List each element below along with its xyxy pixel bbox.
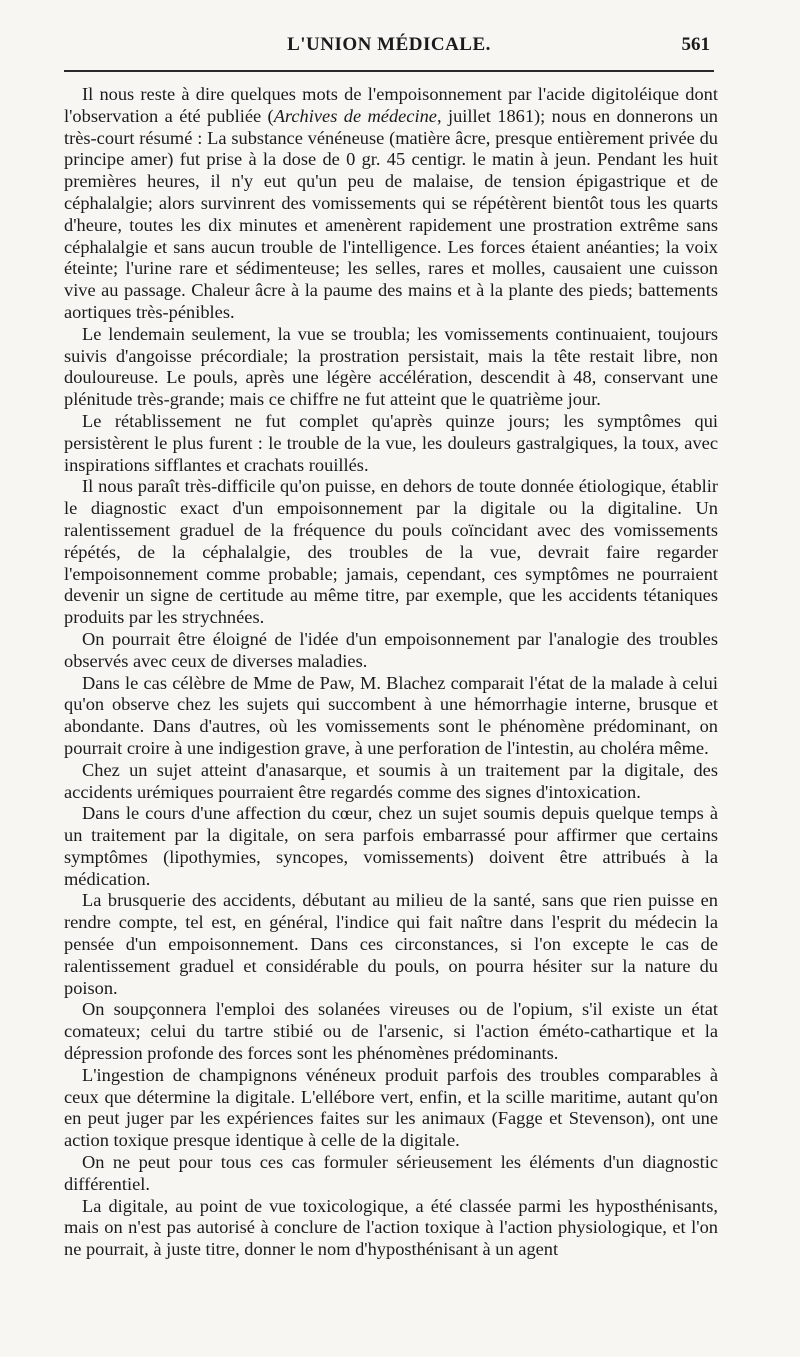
paragraph: On pourrait être éloigné de l'idée d'un empoisonnement par l'analogie des troubles observés avec ceux de diverses maladies. [64,628,718,671]
paragraph: La brusquerie des accidents, débutant au milieu de la santé, sans que rien puisse en rendre compte, tel est, en général, l'indice qui fait naître dans l'esprit du médecin la pensée d'un empoisonnement. Dans ces circonstances, si l'on excepte le cas de ralentissement graduel et considérable du pouls, on pourra hésiter sur la nature du poison. [64,890,718,998]
journal-title: Archives de médecine [273,105,437,126]
paragraph: Le rétablissement ne fut complet qu'après quinze jours; les symptômes qui persistèrent le plus furent : le trouble de la vue, les douleurs gastralgiques, la toux, avec inspirations sifflantes et crachats rouillés. [64,410,718,475]
paragraph: Dans le cas célèbre de Mme de Paw, M. Blachez comparait l'état de la malade à celui qu'on observe chez les sujets qui succombent à une hémorrhagie interne, brusque et abondante. Dans d'autres, où les vomissements sont le phénomène prédominant, on pourrait croire à une indigestion grave, à une perforation de l'intestin, au choléra même. [64,672,718,758]
header-rule [64,70,714,72]
paragraph: Chez un sujet atteint d'anasarque, et soumis à un traitement par la digitale, des accidents urémiques pourraient être regardés comme des signes d'intoxication. [64,759,718,802]
body-text [64,84,718,1261]
paragraph: On soupçonnera l'emploi des solanées vireuses ou de l'opium, s'il existe un état comateux; celui du tartre stibié ou de l'arsenic, si l'action éméto-cathartique et la dépression profonde des forces sont les phénomènes prédominants. [64,999,718,1064]
paragraph: Le lendemain seulement, la vue se troubla; les vomissements continuaient, toujours suivis d'angoisse précordiale; la prostration persistait, mais la tête restait libre, non douloureuse. Le pouls, après une légère accélération, descendit à 48, conservant une plénitude très-grande; mais ce chiffre ne fut atteint que le quatrième jour. [64,323,718,410]
paragraph: On ne peut pour tous ces cas formuler sérieusement les éléments d'un diagnostic différentiel. [64,1152,718,1194]
running-title: L'UNION MÉDICALE. [287,34,491,55]
paragraph [64,84,718,324]
paragraph-text: Il nous reste à dire quelques mots de l'empoisonnement par l'acide digitoléique dont l'observation a été publiée ( [64,84,718,126]
paragraph-text: , juillet 1861); nous en donnerons un très-court résumé : La substance vénéneuse (matière âcre, presque entièrement privée du principe amer) fut prise à la dose de 0 gr. 45 centigr. le matin à jeun. Pendant les huit premières heures, il n'y eut qu'un peu de malaise, de tension épigastrique et de céphalalgie; alors survinrent des vomissements qui se répétèrent bientôt tous les quarts d'heure, toutes les dix minutes et amenèrent rapidement une prostration extrême sans céphalalgie et sans aucun trouble de l'intelligence. Les forces étaient anéanties; la voix éteinte; l'urine rare et sédimenteuse; les selles, rares et molles, causaient une cuisson vive au passage. Chaleur âcre à la paume des mains et à la plante des pieds; battements aortiques très-pénibles. [64,105,718,322]
paragraph: Il nous paraît très-difficile qu'on puisse, en dehors de toute donnée étiologique, établir le diagnostic exact d'un empoisonnement par la digitale ou la digitaline. Un ralentissement graduel de la fréquence du pouls coïncidant avec des vomissements répétés, de la céphalalgie, des troubles de la vue, devrait faire regarder l'empoisonnement comme probable; jamais, cependant, ces symptômes ne pourraient devenir un signe de certitude au même titre, par exemple, que les accidents tétaniques produits par les strychnées. [64,476,718,628]
paragraph: L'ingestion de champignons vénéneux produit parfois des troubles comparables à ceux que détermine la digitale. L'ellébore vert, enfin, et la scille maritime, autant qu'on en peut juger par les expériences faites sur les animaux (Fagge et Stevenson), ont une action toxique presque identique à celle de la digitale. [64,1064,718,1151]
paragraph: Dans le cours d'une affection du cœur, chez un sujet soumis depuis quelque temps à un traitement par la digitale, on sera parfois embarrassé pour affirmer que certains symptômes (lipothymies, syncopes, vomissements) doivent être attribués à la médication. [64,803,718,889]
page-number: 561 [681,34,710,55]
running-header [62,34,716,64]
paragraph: La digitale, au point de vue toxicologique, a été classée parmi les hyposthénisants, mais on n'est pas autorisé à conclure de l'action toxique à l'action physiologique, et l'on ne pourrait, à juste titre, donner le nom d'hyposthénisant à un agent [64,1195,718,1260]
